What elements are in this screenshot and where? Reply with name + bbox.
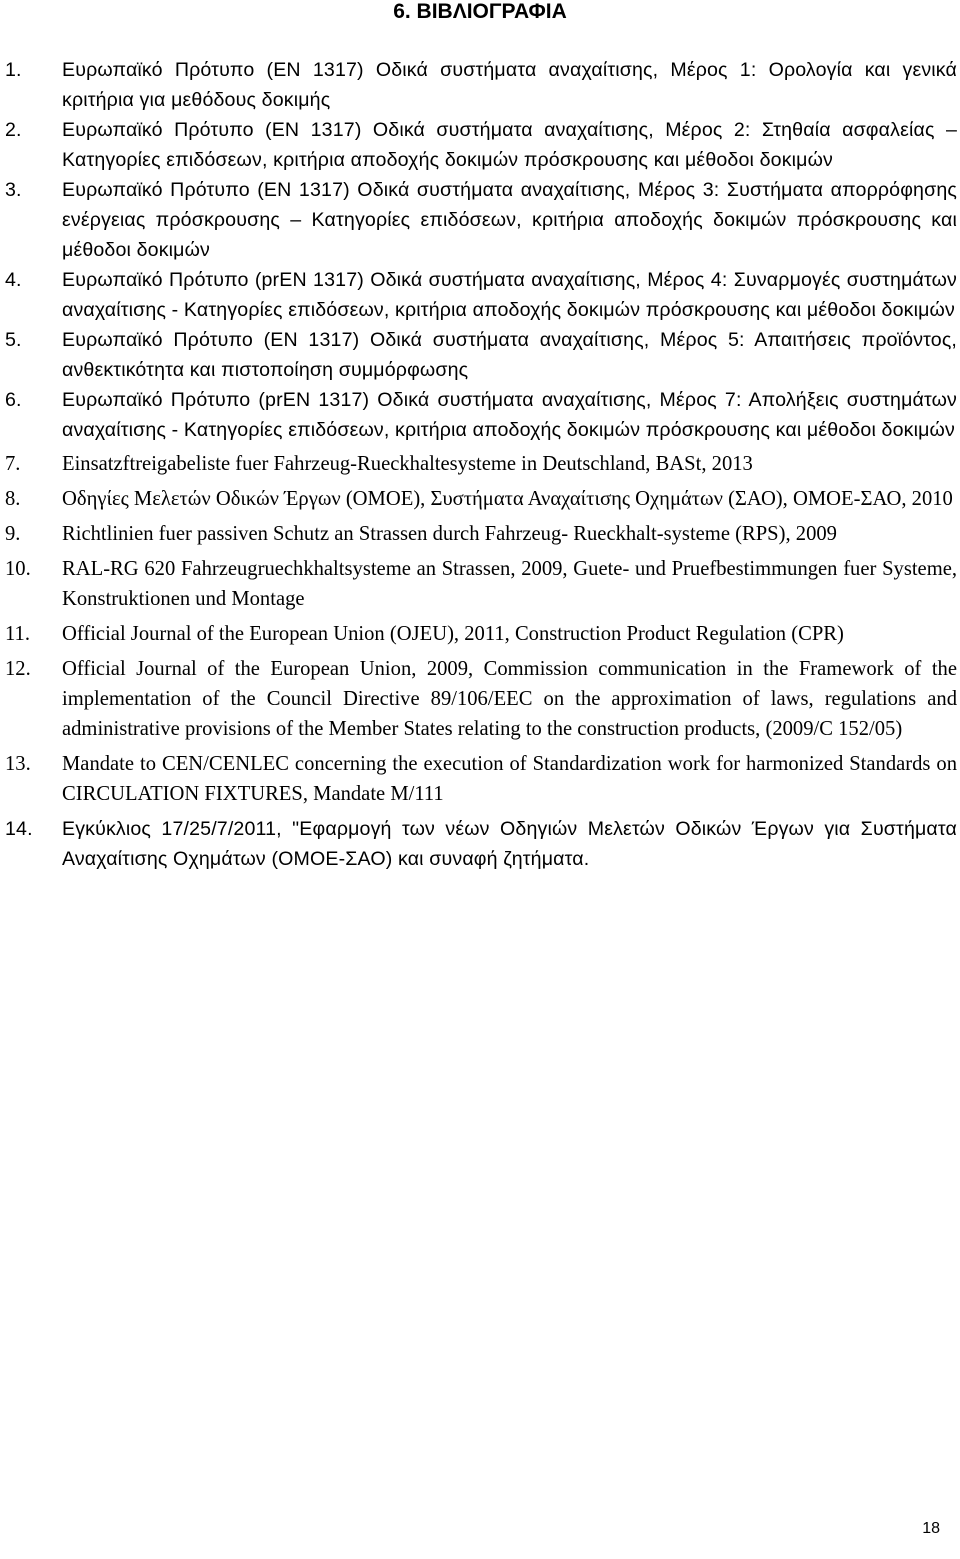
- reference-item: [0, 654, 960, 744]
- reference-number: 1.: [5, 59, 22, 81]
- reference-text: Einsatzftreigabeliste fuer Fahrzeug-Rueckhaltesysteme in Deutschland, BASt, 2013: [62, 453, 753, 475]
- reference-number: 12.: [5, 658, 31, 680]
- reference-item: [0, 749, 960, 809]
- reference-number: 3.: [5, 179, 22, 201]
- reference-item: [0, 519, 960, 549]
- reference-item: [0, 814, 960, 874]
- reference-number: 4.: [5, 269, 22, 291]
- reference-text: Ευρωπαϊκό Πρότυπο (ΕΝ 1317) Οδικά συστήματα αναχαίτισης, Μέρος 3: Συστήματα απορρόφησης ενέργειας πρόσκρουσης – Κατηγορίες επιδόσεων, κριτήρια αποδοχής δοκιμών πρόσκρουσης και μέθοδοι δοκιμών: [62, 179, 957, 261]
- reference-text: Official Journal of the European Union (OJEU), 2011, Construction Product Regulation (CPR): [62, 623, 844, 645]
- reference-text: RAL-RG 620 Fahrzeugruechkhaltsysteme an Strassen, 2009, Guete- und Pruefbestimmungen fuer Systeme, Konstruktionen und Montage: [62, 558, 957, 610]
- reference-item: [0, 449, 960, 479]
- reference-text: Ευρωπαϊκό Πρότυπο (ΕΝ 1317) Οδικά συστήματα αναχαίτισης, Μέρος 1: Ορολογία και γενικά κριτήρια για μεθόδους δοκιμής: [62, 59, 957, 111]
- reference-number: 7.: [5, 453, 21, 475]
- reference-number: 11.: [5, 623, 30, 645]
- reference-text: Οδηγίες Μελετών Οδικών Έργων (ΟΜΟΕ), Συστήματα Αναχαίτισης Οχημάτων (ΣΑΟ), ΟΜΟΕ-ΣΑΟ, 2010: [62, 488, 953, 510]
- reference-text: Mandate to CEN/CENLEC concerning the execution of Standardization work for harmonized Standards on CIRCULATION FIXTURES, Mandate M/111: [62, 753, 957, 805]
- reference-number: 6.: [5, 389, 22, 411]
- reference-number: 13.: [5, 753, 31, 775]
- reference-text: Ευρωπαϊκό Πρότυπο (ΕΝ 1317) Οδικά συστήματα αναχαίτισης, Μέρος 5: Απαιτήσεις προϊόντος, ανθεκτικότητα και πιστοποίηση συμμόρφωσης: [62, 329, 957, 381]
- reference-number: 8.: [5, 488, 21, 510]
- reference-text: Richtlinien fuer passiven Schutz an Strassen durch Fahrzeug- Rueckhalt-systeme (RPS), 2009: [62, 523, 837, 545]
- page-number: 18: [922, 1520, 940, 1537]
- reference-text: Ευρωπαϊκό Πρότυπο (ΕΝ 1317) Οδικά συστήματα αναχαίτισης, Μέρος 2: Στηθαία ασφαλείας – Κατηγορίες επιδόσεων, κριτήρια αποδοχής δοκιμών πρόσκρουσης και μέθοδοι δοκιμών: [62, 119, 957, 171]
- reference-text: Ευρωπαϊκό Πρότυπο (prEN 1317) Οδικά συστήματα αναχαίτισης, Μέρος 7: Απολήξεις συστημάτων αναχαίτισης - Κατηγορίες επιδόσεων, κριτήρια αποδοχής δοκιμών πρόσκρουσης και μέθοδοι δοκιμών: [62, 389, 957, 441]
- reference-item: [0, 484, 960, 514]
- reference-number: 10.: [5, 558, 31, 580]
- reference-item: [0, 265, 960, 325]
- reference-text: Εγκύκλιος 17/25/7/2011, "Εφαρμογή των νέων Οδηγιών Μελετών Οδικών Έργων για Συστήματα Αναχαίτισης Οχημάτων (ΟΜΟΕ-ΣΑΟ) και συναφή ζητήματα.: [62, 818, 957, 870]
- reference-list: [0, 55, 960, 874]
- reference-item: [0, 115, 960, 175]
- reference-number: 5.: [5, 329, 22, 351]
- reference-item: [0, 325, 960, 385]
- reference-number: 2.: [5, 119, 22, 141]
- reference-item: [0, 554, 960, 614]
- reference-item: [0, 55, 960, 115]
- reference-item: [0, 175, 960, 265]
- reference-text: Official Journal of the European Union, 2009, Commission communication in the Framework of the implementation of the Council Directive 89/106/EEC on the approximation of laws, regulations and administrative provisions of the Member States relating to the construction products, (2009/C 152/05): [62, 658, 957, 740]
- reference-text: Ευρωπαϊκό Πρότυπο (prEN 1317) Οδικά συστήματα αναχαίτισης, Μέρος 4: Συναρμογές συστημάτων αναχαίτισης - Κατηγορίες επιδόσεων, κριτήρια αποδοχής δοκιμών πρόσκρουσης και μέθοδοι δοκιμών: [62, 269, 957, 321]
- reference-number: 14.: [5, 818, 33, 840]
- reference-item: [0, 619, 960, 649]
- page-title: 6. ΒΙΒΛΙΟΓΡΑΦΙΑ: [393, 0, 567, 23]
- reference-item: [0, 385, 960, 445]
- reference-number: 9.: [5, 523, 21, 545]
